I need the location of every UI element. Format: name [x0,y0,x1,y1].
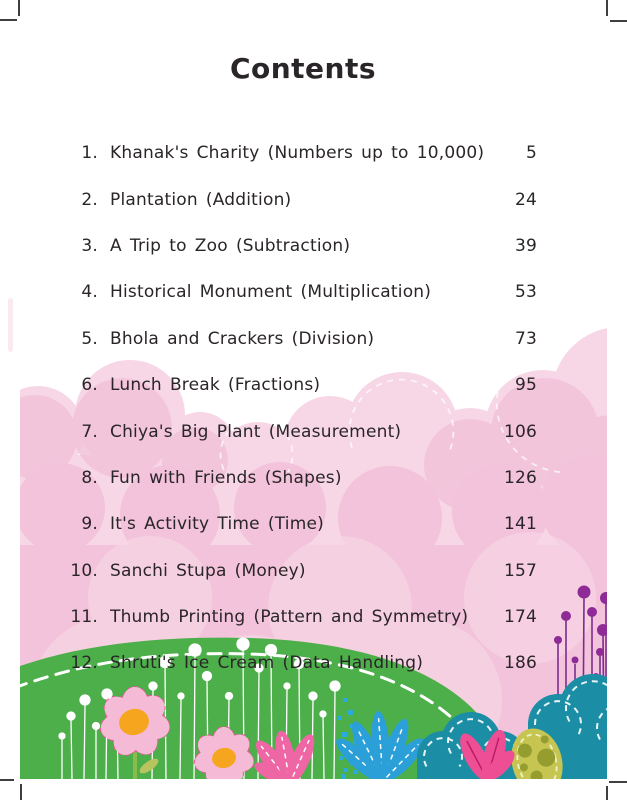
toc-item-page: 186 [503,653,537,674]
toc-item-title: Historical Monument (Multiplication) [110,282,432,303]
toc-row [60,408,537,454]
toc-row [60,594,537,640]
toc-item-number: 11. [70,607,98,628]
toc-item-number: 5. [81,328,98,349]
toc-item-number: 2. [81,189,98,210]
toc-item-page: 126 [503,467,537,488]
toc-item-page: 157 [503,560,537,581]
toc-item-page: 53 [514,282,537,303]
toc-item-title: A Trip to Zoo (Subtraction) [110,235,351,256]
toc-row [60,455,537,501]
toc-item-title: Lunch Break (Fractions) [110,375,321,396]
toc-item-page: 5 [525,143,537,164]
toc-row [60,269,537,315]
toc-item-number: 12. [70,653,98,674]
toc-item-number: 4. [81,282,98,303]
page-title: Contents [229,52,377,85]
toc-item-number: 10. [70,560,98,581]
toc-item-number: 1. [81,143,98,164]
toc-row [60,501,537,547]
toc-list [60,130,537,687]
toc-item-page: 39 [514,235,537,256]
toc-item-number: 6. [81,375,98,396]
toc-item-number: 9. [81,514,98,535]
toc-item-title: It's Activity Time (Time) [110,514,324,535]
toc-item-title: Shruti's Ice Cream (Data Handling) [110,653,424,674]
toc-row [60,130,537,176]
toc-item-page: 24 [514,189,537,210]
toc-item-title: Plantation (Addition) [110,189,292,210]
toc-row [60,548,537,594]
toc-item-page: 106 [503,421,537,442]
toc-row [60,176,537,222]
toc-item-title: Khanak's Charity (Numbers up to 10,000) [110,143,485,164]
toc-row [60,223,537,269]
toc-item-page: 174 [503,607,537,628]
toc-item-title: Sanchi Stupa (Money) [110,560,306,581]
toc-item-page: 95 [514,375,537,396]
toc-row [60,316,537,362]
toc-row [60,362,537,408]
toc-item-title: Thumb Printing (Pattern and Symmetry) [110,607,469,628]
toc-item-number: 7. [81,421,98,442]
toc-item-title: Chiya's Big Plant (Measurement) [110,421,402,442]
toc-item-number: 8. [81,467,98,488]
toc-item-page: 73 [514,328,537,349]
toc-item-page: 141 [503,514,537,535]
toc-item-title: Fun with Friends (Shapes) [110,467,342,488]
toc-row [60,640,537,686]
toc-item-title: Bhola and Crackers (Division) [110,328,375,349]
toc-item-number: 3. [81,235,98,256]
